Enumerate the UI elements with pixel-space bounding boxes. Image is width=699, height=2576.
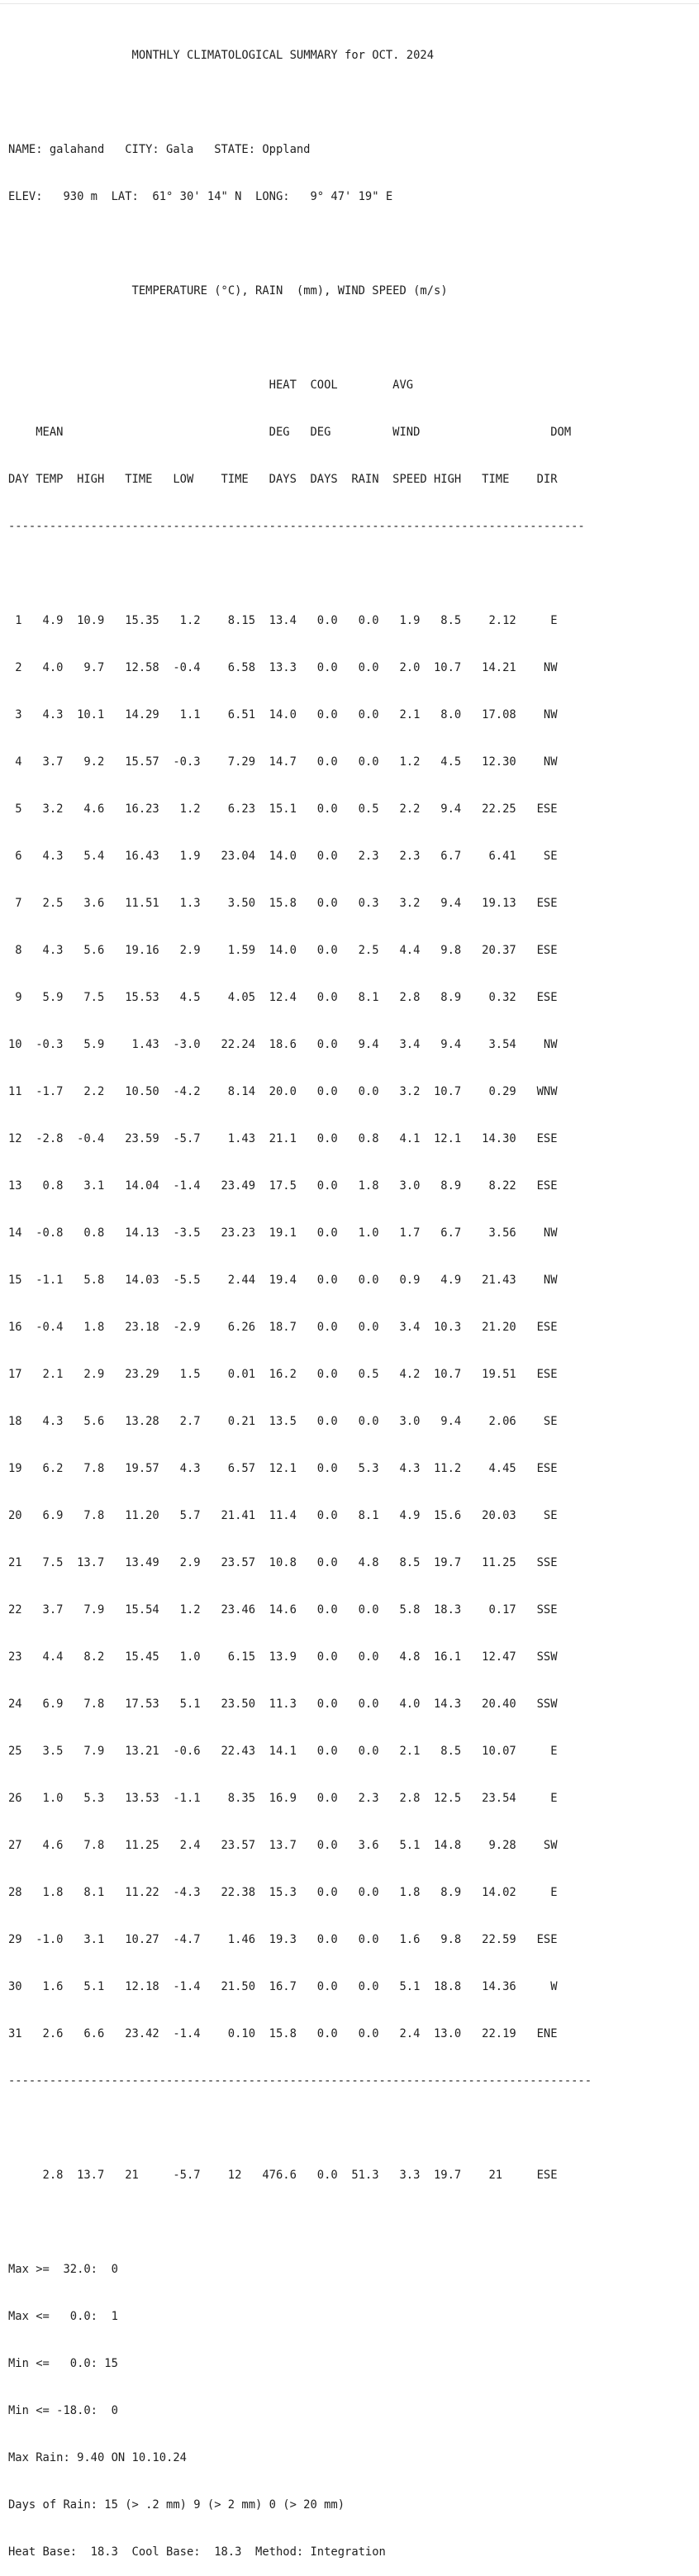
separator-bottom: -------------------------------------------------------------------------------------	[8, 2074, 592, 2088]
table-row: 29 -1.0 3.1 10.27 -4.7 1.46 19.3 0.0 0.0 1.6 9.8 22.59 ESE	[8, 1933, 558, 1946]
table-row: 24 6.9 7.8 17.53 5.1 23.50 11.3 0.0 0.0 4.0 14.3 20.40 SSW	[8, 1697, 558, 1711]
table-row: 8 4.3 5.6 19.16 2.9 1.59 14.0 0.0 2.5 4.4 9.8 20.37 ESE	[8, 944, 558, 957]
table-row: 15 -1.1 5.8 14.03 -5.5 2.44 19.4 0.0 0.0 0.9 4.9 21.43 NW	[8, 1274, 558, 1287]
table-row: 27 4.6 7.8 11.25 2.4 23.57 13.7 0.0 3.6 5.1 14.8 9.28 SW	[8, 1839, 558, 1852]
table-row: 25 3.5 7.9 13.21 -0.6 22.43 14.1 0.0 0.0 2.1 8.5 10.07 E	[8, 1745, 558, 1758]
table-row: 11 -1.7 2.2 10.50 -4.2 8.14 20.0 0.0 0.0 3.2 10.7 0.29 WNW	[8, 1085, 558, 1098]
report-title	[8, 48, 592, 64]
table-row: 17 2.1 2.9 23.29 1.5 0.01 16.2 0.0 0.5 4.2 10.7 19.51 ESE	[8, 1368, 558, 1381]
table-row: 18 4.3 5.6 13.28 2.7 0.21 13.5 0.0 0.0 3.0 9.4 2.06 SE	[8, 1415, 558, 1428]
table-row: 9 5.9 7.5 15.53 4.5 4.05 12.4 0.0 8.1 2.8 8.9 0.32 ESE	[8, 991, 558, 1004]
table-row: 10 -0.3 5.9 1.43 -3.0 22.24 18.6 0.0 9.4 3.4 9.4 3.54 NW	[8, 1038, 558, 1051]
note-line: Max >= 32.0: 0	[8, 2263, 118, 2276]
note-line: Min <= -18.0: 0	[8, 2404, 118, 2417]
table-header-line-2: MEAN DEG DEG WIND DOM	[8, 426, 572, 439]
climate-report	[8, 17, 592, 2576]
max-rain-line: Max Rain: 9.40 ON 10.10.24	[8, 2451, 187, 2464]
table-row: 26 1.0 5.3 13.53 -1.1 8.35 16.9 0.0 2.3 2.8 12.5 23.54 E	[8, 1792, 558, 1805]
table-row: 16 -0.4 1.8 23.18 -2.9 6.26 18.7 0.0 0.0 3.4 10.3 21.20 ESE	[8, 1321, 558, 1334]
note-line: Min <= 0.0: 15	[8, 2357, 118, 2370]
blank-line	[8, 2121, 592, 2136]
table-row: 12 -2.8 -0.4 23.59 -5.7 1.43 21.1 0.0 0.8 4.1 12.1 14.30 ESE	[8, 1132, 558, 1145]
table-row: 13 0.8 3.1 14.04 -1.4 23.49 17.5 0.0 1.8 3.0 8.9 8.22 ESE	[8, 1179, 558, 1193]
blank-line	[8, 236, 592, 252]
table-row: 3 4.3 10.1 14.29 1.1 6.51 14.0 0.0 0.0 2.1 8.0 17.08 NW	[8, 708, 558, 721]
units-line	[8, 283, 592, 299]
location-line: ELEV: 930 m LAT: 61° 30' 14" N LONG: 9° 47' 19" E	[8, 190, 393, 203]
table-header-line-1: HEAT COOL AVG	[8, 379, 414, 392]
table-row: 21 7.5 13.7 13.49 2.9 23.57 10.8 0.0 4.8 8.5 19.7 11.25 SSE	[8, 1556, 558, 1569]
table-row: 1 4.9 10.9 15.35 1.2 8.15 13.4 0.0 0.0 1.9 8.5 2.12 E	[8, 614, 558, 627]
table-row: 23 4.4 8.2 15.45 1.0 6.15 13.9 0.0 0.0 4.8 16.1 12.47 SSW	[8, 1650, 558, 1664]
note-line: Max <= 0.0: 1	[8, 2310, 118, 2323]
report-title-text: MONTHLY CLIMATOLOGICAL SUMMARY for OCT. 2024	[131, 49, 435, 62]
table-row: 7 2.5 3.6 11.51 1.3 3.50 15.8 0.0 0.3 3.2 9.4 19.13 ESE	[8, 897, 558, 910]
separator-top: ------------------------------------------------------------------------------------	[8, 520, 585, 533]
table-row: 14 -0.8 0.8 14.13 -3.5 23.23 19.1 0.0 1.0 1.7 6.7 3.56 NW	[8, 1226, 558, 1240]
table-row: 5 3.2 4.6 16.23 1.2 6.23 15.1 0.0 0.5 2.2 9.4 22.25 ESE	[8, 802, 558, 816]
table-row: 19 6.2 7.8 19.57 4.3 6.57 12.1 0.0 5.3 4.3 11.2 4.45 ESE	[8, 1462, 558, 1475]
blank-line	[8, 566, 592, 582]
table-row: 4 3.7 9.2 15.57 -0.3 7.29 14.7 0.0 0.0 1.2 4.5 12.30 NW	[8, 755, 558, 769]
base-method-line: Heat Base: 18.3 Cool Base: 18.3 Method: Integration	[8, 2545, 386, 2559]
blank-line	[8, 95, 592, 111]
days-of-rain-line: Days of Rain: 15 (> .2 mm) 9 (> 2 mm) 0 (> 20 mm)	[8, 2498, 345, 2512]
table-header-line-3: DAY TEMP HIGH TIME LOW TIME DAYS DAYS RAIN SPEED HIGH TIME DIR	[8, 473, 558, 486]
table-row: 20 6.9 7.8 11.20 5.7 21.41 11.4 0.0 8.1 4.9 15.6 20.03 SE	[8, 1509, 558, 1522]
table-row: 6 4.3 5.4 16.43 1.9 23.04 14.0 0.0 2.3 2.3 6.7 6.41 SE	[8, 850, 558, 863]
window-top-border	[0, 3, 699, 4]
station-line: NAME: galahand CITY: Gala STATE: Oppland	[8, 143, 311, 156]
table-row: 31 2.6 6.6 23.42 -1.4 0.10 15.8 0.0 0.0 2.4 13.0 22.19 ENE	[8, 2027, 558, 2040]
units-text: TEMPERATURE (°C), RAIN (mm), WIND SPEED (m/s)	[131, 284, 448, 298]
blank-line	[8, 2215, 592, 2231]
table-row: 22 3.7 7.9 15.54 1.2 23.46 14.6 0.0 0.0 5.8 18.3 0.17 SSE	[8, 1603, 558, 1617]
summary-row: 2.8 13.7 21 -5.7 12 476.6 0.0 51.3 3.3 19.7 21 ESE	[8, 2169, 558, 2182]
table-row: 30 1.6 5.1 12.18 -1.4 21.50 16.7 0.0 0.0 5.1 18.8 14.36 W	[8, 1980, 558, 1993]
table-row: 28 1.8 8.1 11.22 -4.3 22.38 15.3 0.0 0.0 1.8 8.9 14.02 E	[8, 1886, 558, 1899]
table-row: 2 4.0 9.7 12.58 -0.4 6.58 13.3 0.0 0.0 2.0 10.7 14.21 NW	[8, 661, 558, 674]
blank-line	[8, 331, 592, 346]
